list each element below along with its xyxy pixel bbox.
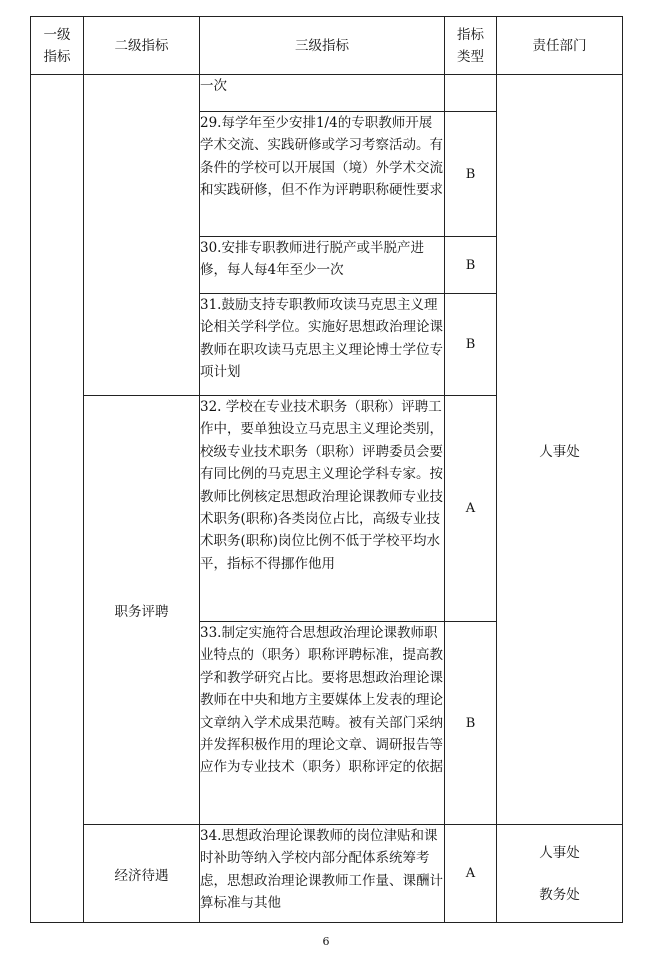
level3-item: 29.每学年至少安排1/4的专职教师开展学术交流、实践研修或学习考察活动。有条件的学校可以开展国（境）外学术交流和实践研修，但不作为评聘职称硬性要求 [200, 112, 445, 237]
level2-job-evaluation: 职务评聘 [84, 396, 200, 825]
table-row [31, 825, 623, 923]
page-number: 6 [322, 935, 330, 948]
header-type [445, 17, 497, 75]
level3-item: 一次 [200, 75, 445, 112]
type-cell: B [445, 622, 497, 825]
type-cell: B [445, 112, 497, 237]
type-cell: B [445, 237, 497, 294]
header-level1-line2: 指标 [43, 48, 71, 65]
header-row [31, 17, 623, 75]
type-cell: A [445, 396, 497, 622]
header-level1-line1: 一级 [43, 26, 71, 43]
dept-cell-personnel: 人事处 [497, 75, 623, 825]
level2-economic-treatment: 经济待遇 [84, 825, 200, 923]
header-type-line2: 类型 [457, 48, 484, 65]
dept-personnel-2: 人事处 [539, 844, 580, 861]
level2-cell-empty [84, 75, 200, 396]
type-cell: B [445, 294, 497, 396]
level3-item: 34.思想政治理论课教师的岗位津贴和课时补助等纳入学校内部分配体系统筹考虑，思想政治理论课教师工作量、课酬计算标准与其他 [200, 825, 445, 923]
dept-academic-affairs: 教务处 [539, 886, 580, 903]
type-cell: A [445, 825, 497, 923]
indicator-table [30, 16, 623, 923]
table-row [31, 75, 623, 112]
header-dept: 责任部门 [497, 17, 623, 75]
header-level3: 三级指标 [200, 17, 445, 75]
level3-item: 32. 学校在专业技术职务（职称）评聘工作中，要单独设立马克思主义理论类别，校级专业技术职务（职称）评聘委员会要有同比例的马克思主义理论学科专家。按教师比例核定思想政治理论课教师专业技术职务(职称)各类岗位占比，高级专业技术职务(职称)岗位比例不低于学校平均水平，指标不得挪作他用 [200, 396, 445, 622]
type-cell [445, 75, 497, 112]
header-level1 [31, 17, 84, 75]
dept-cell-stack [497, 825, 623, 923]
level3-item: 30.安排专职教师进行脱产或半脱产进修，每人每4年至少一次 [200, 237, 445, 294]
level3-item: 33.制定实施符合思想政治理论课教师职业特点的（职务）职称评聘标准，提高教学和教学研究占比。要将思想政治理论课教师在中央和地方主要媒体上发表的理论文章纳入学术成果范畴。被有关部门采纳并发挥积极作用的理论文章、调研报告等应作为专业技术（职务）职称评定的依据 [200, 622, 445, 825]
header-level2: 二级指标 [84, 17, 200, 75]
level3-item: 31.鼓励支持专职教师攻读马克思主义理论相关学科学位。实施好思想政治理论课教师在职攻读马克思主义理论博士学位专项计划 [200, 294, 445, 396]
level1-cell-empty [31, 75, 84, 923]
header-type-line1: 指标 [457, 26, 484, 43]
